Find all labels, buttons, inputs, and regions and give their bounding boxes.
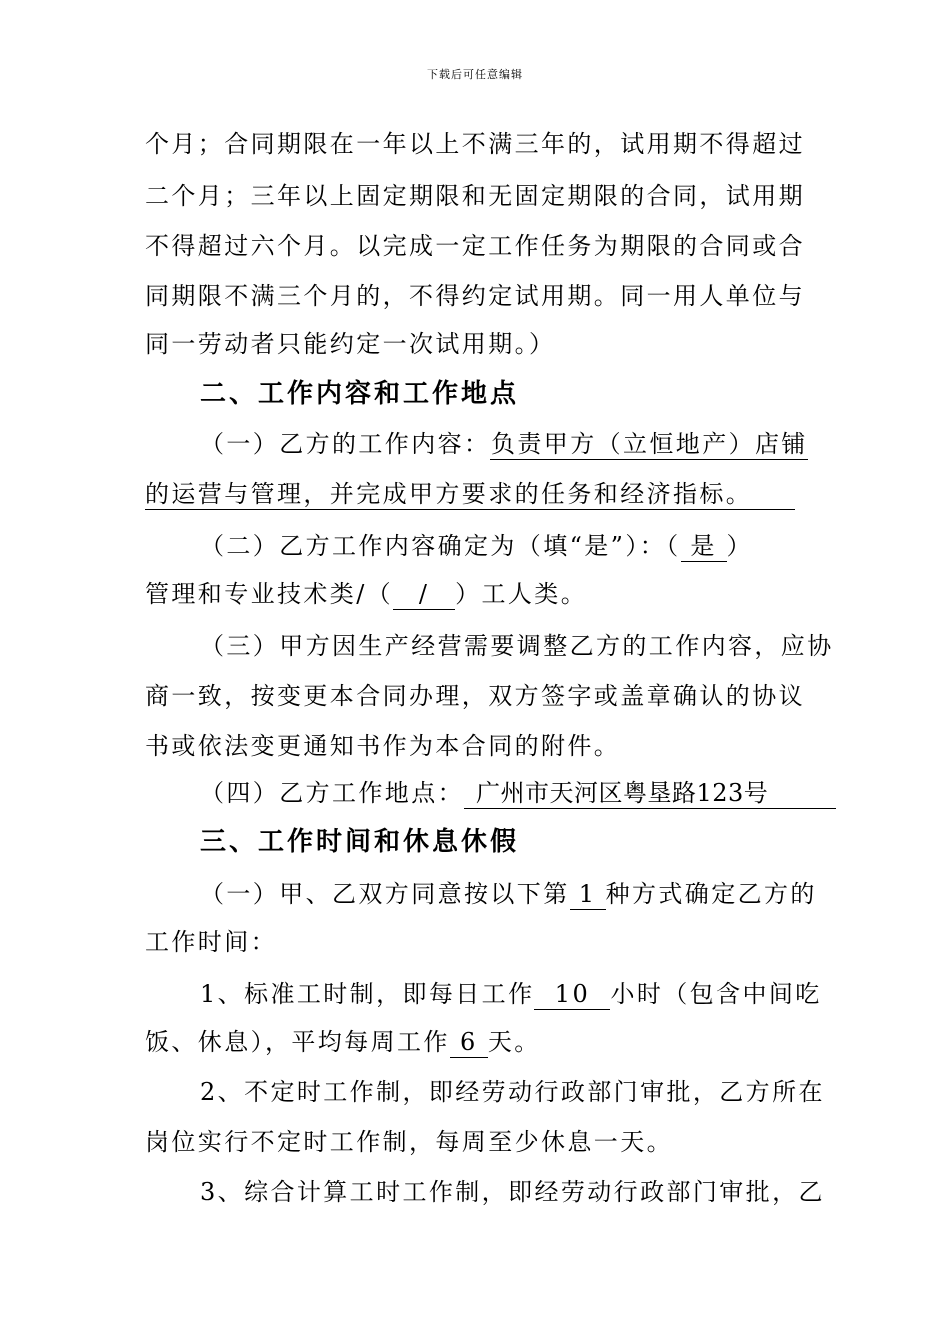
clause-label: （一）甲、乙双方同意按以下第 [200, 880, 570, 908]
clause-line: 2、不定时工作制，即经劳动行政部门审批，乙方所在 [200, 1078, 825, 1106]
clause-text: 小时（包含中间吃 [610, 980, 822, 1008]
fill-in-value: 1 [570, 879, 606, 910]
clause-line [145, 1026, 815, 1058]
fill-in-value: / [393, 579, 455, 610]
clause-line [145, 578, 815, 610]
clause-line [200, 530, 815, 562]
clause-line: （三）甲方因生产经营需要调整乙方的工作内容，应协 [200, 632, 834, 660]
paragraph-line: 不得超过六个月。以完成一定工作任务为期限的合同或合 [145, 232, 805, 260]
clause-line [200, 428, 815, 460]
fill-in-value: 的运营与管理，并完成甲方要求的任务和经济指标。 [145, 479, 795, 510]
clause-line: 商一致，按变更本合同办理，双方签字或盖章确认的协议 [145, 682, 805, 710]
clause-line: 岗位实行不定时工作制，每周至少休息一天。 [145, 1128, 673, 1156]
fill-in-value: 6 [450, 1027, 488, 1058]
clause-text: 管理和专业技术类/（ [145, 580, 394, 608]
clause-text: 饭、休息），平均每周工作 [145, 1028, 450, 1056]
clause-text: ） [726, 532, 753, 560]
clause-line [145, 478, 815, 510]
section-heading: 二、工作内容和工作地点 [200, 379, 520, 409]
clause-line [200, 777, 815, 809]
clause-line: 书或依法变更通知书作为本合同的附件。 [145, 732, 621, 760]
clause-label: （二）乙方工作内容确定为（填“是”）：（ [200, 532, 681, 560]
clause-label: （四）乙方工作地点： [200, 779, 464, 807]
fill-in-value: 广州市天河区粤垦路123号 [464, 778, 836, 809]
fill-in-value: 10 [534, 979, 610, 1010]
clause-label: 1、标准工时制，即每日工作 [200, 980, 535, 1008]
clause-line [200, 978, 822, 1010]
paragraph-line: 同期限不满三个月的，不得约定试用期。同一用人单位与 [145, 282, 805, 310]
clause-line [200, 878, 815, 910]
clause-text: 天。 [487, 1028, 541, 1056]
fill-in-value: 负责甲方（立恒地产）店铺 [491, 430, 808, 458]
paragraph-line: 同一劳动者只能约定一次试用期。） [145, 330, 556, 358]
paragraph-line: 二个月；三年以上固定期限和无固定期限的合同，试用期 [145, 182, 805, 210]
page-header: 下载后可任意编辑 [427, 68, 523, 81]
paragraph-line: 个月；合同期限在一年以上不满三年的，试用期不得超过 [145, 130, 805, 158]
fill-in-value: 是 [681, 531, 727, 562]
section-heading: 三、工作时间和休息休假 [200, 827, 520, 857]
clause-line: 工作时间： [145, 928, 277, 956]
clause-text: 种方式确定乙方的 [605, 880, 817, 908]
clause-text: ）工人类。 [455, 580, 588, 608]
clause-label: （一）乙方的工作内容： [200, 430, 491, 458]
clause-line: 3、综合计算工时工作制，即经劳动行政部门审批，乙 [200, 1178, 825, 1206]
